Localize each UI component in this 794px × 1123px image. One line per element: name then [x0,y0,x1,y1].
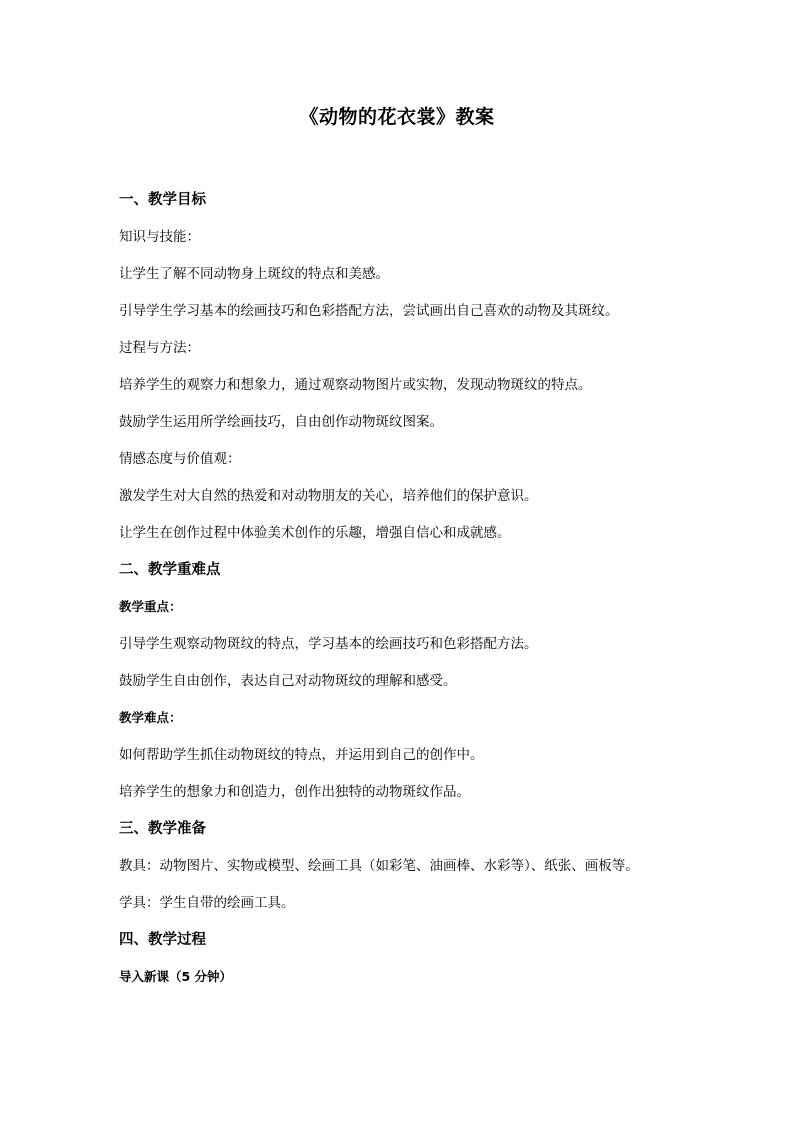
paragraph: 让学生在创作过程中体验美术创作的乐趣，增强自信心和成就感。 [119,525,511,541]
document-body [119,188,719,1002]
section-heading-objectives: 一、教学目标 [119,192,206,208]
subheading-key-point: 教学重点： [119,599,182,614]
paragraph: 鼓励学生自由创作，表达自己对动物斑纹的理解和感受。 [119,673,457,689]
section-heading-key-points: 二、教学重难点 [119,562,221,578]
paragraph: 过程与方法： [119,340,200,356]
subheading-difficulty: 教学难点： [119,710,182,725]
subheading-introduction: 导入新课（5 分钟） [119,969,233,984]
paragraph: 激发学生对大自然的热爱和对动物朋友的关心，培养他们的保护意识。 [119,488,538,504]
document-title: 《动物的花衣裳》教案 [299,106,495,128]
paragraph: 让学生了解不同动物身上斑纹的特点和美感。 [119,266,389,282]
paragraph: 引导学生观察动物斑纹的特点，学习基本的绘画技巧和色彩搭配方法。 [119,636,538,652]
paragraph: 情感态度与价值观： [119,451,241,467]
paragraph: 引导学生学习基本的绘画技巧和色彩搭配方法，尝试画出自己喜欢的动物及其斑纹。 [119,303,619,319]
paragraph: 培养学生的观察力和想象力，通过观察动物图片或实物，发现动物斑纹的特点。 [119,377,592,393]
paragraph: 知识与技能： [119,229,200,245]
paragraph: 培养学生的想象力和创造力，创作出独特的动物斑纹作品。 [119,784,470,800]
paragraph: 如何帮助学生抓住动物斑纹的特点，并运用到自己的创作中。 [119,747,484,763]
paragraph: 鼓励学生运用所学绘画技巧，自由创作动物斑纹图案。 [119,414,443,430]
section-heading-preparation: 三、教学准备 [119,821,206,837]
paragraph: 教具：动物图片、实物或模型、绘画工具（如彩笔、油画棒、水彩等）、纸张、画板等。 [119,858,639,874]
section-heading-process: 四、教学过程 [119,932,206,948]
paragraph: 学具：学生自带的绘画工具。 [119,895,295,911]
